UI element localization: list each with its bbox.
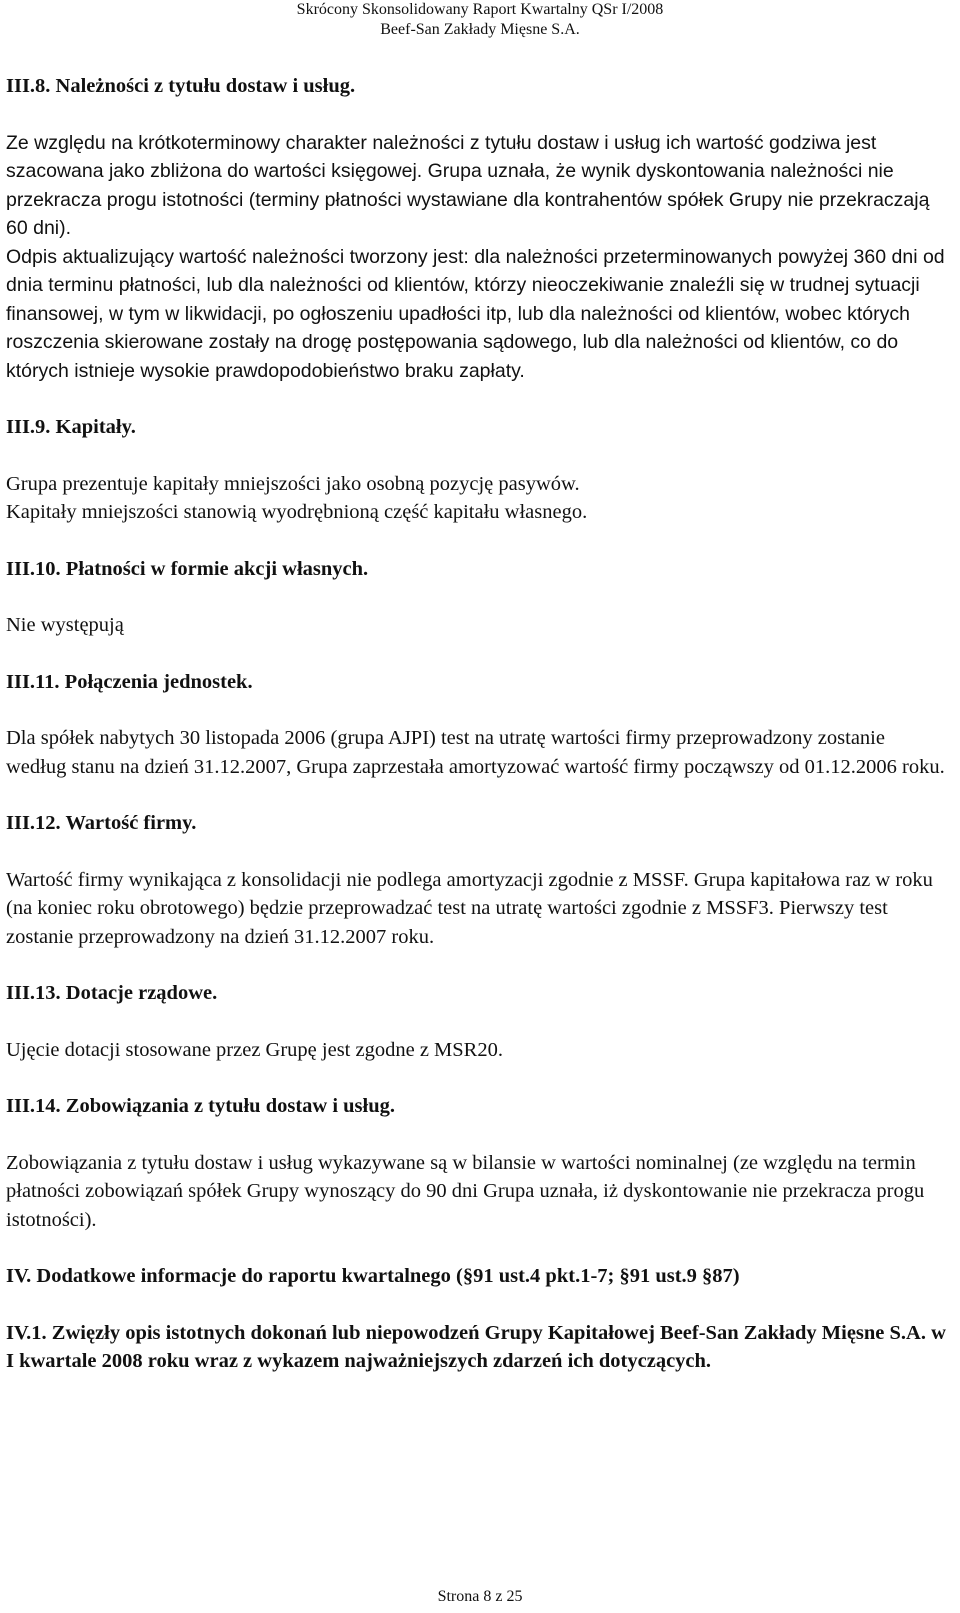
heading-iii-11: III.11. Połączenia jednostek. [6,670,253,693]
paragraph-iii-13: Ujęcie dotacji stosowane przez Grupę jest zgodne z MSR20. [6,1038,503,1061]
header-company-name: Beef-San Zakłady Mięsne S.A. [380,21,580,38]
heading-iii-9: III.9. Kapitały. [6,416,136,438]
page-number: Strona 8 z 25 [437,1588,523,1605]
heading-iv: IV. Dodatkowe informacje do raportu kwartalnego (§91 ust.4 pkt.1-7; §91 ust.9 §87) [6,1265,740,1287]
paragraph-iii-9-line2: Kapitały mniejszości stanowią wyodrębnioną część kapitału własnego. [6,501,588,523]
heading-iv-1: IV.1. Zwięzły opis istotnych dokonań lub niepowodzeń Grupy Kapitałowej Beef-San Zakłady Mięsne S.A. w I kwartale 2008 roku wraz z wykazem najważniejszych zdarzeń ich dotyczących. [6,1321,946,1372]
paragraph-iii-10: Nie występują [6,614,124,636]
document-body [6,72,946,1376]
paragraph-iii-8-fair-value: Ze względu na krótkoterminowy charakter należności z tytułu dostaw i usług ich wartość godziwa jest szacowana jako zbliżona do wartości księgowej. Grupa uznała, że wynik dyskontowania należności nie przekracza progu istotności (terminy płatności wystawiane dla kontrahentów spółek Grupy nie przekraczają 60 dni). [6,131,930,239]
paragraph-iii-11: Dla spółek nabytych 30 listopada 2006 (grupa AJPI) test na utratę wartości firmy przeprowadzony zostanie według stanu na dzień 31.12.2007, Grupa zaprzestała amortyzować wartość firmy począwszy od 01.12.2006 roku. [6,727,945,778]
paragraph-iii-12: Wartość firmy wynikająca z konsolidacji nie podlega amortyzacji zgodnie z MSSF. Grupa kapitałowa raz w roku (na koniec roku obrotowego) będzie przeprowadzać test na utratę wartości zgodnie z MSSF3. Pierwszy test zostanie przeprowadzony na dzień 31.12.2007 roku. [6,868,933,948]
heading-iii-12: III.12. Wartość firmy. [6,812,197,834]
heading-iii-10: III.10. Płatności w formie akcji własnych. [6,557,369,580]
paragraph-iii-9-line1: Grupa prezentuje kapitały mniejszości jako osobną pozycję pasywów. [6,472,580,495]
heading-iii-14: III.14. Zobowiązania z tytułu dostaw i usług. [6,1095,396,1117]
heading-iii-13: III.13. Dotacje rządowe. [6,982,218,1004]
header-report-title: Skrócony Skonsolidowany Raport Kwartalny QSr I/2008 [296,1,664,18]
paragraph-iii-14: Zobowiązania z tytułu dostaw i usług wykazywane są w bilansie w wartości nominalnej (ze względu na termin płatności zobowiązań spółek Grupy wynoszący do 90 dni Grupa uznała, iż dyskontowanie nie przekracza progu istotności). [6,1151,925,1231]
heading-iii-8: III.8. Należności z tytułu dostaw i usług. [6,75,356,97]
page-header [0,0,960,40]
paragraph-iii-8-write-off: Odpis aktualizujący wartość należności tworzony jest: dla należności przeterminowanych powyżej 360 dni od dnia terminu płatności, lub dla należności od klientów, którzy nieoczekiwanie znaleźli się w trudnej sytuacji finansowej, w tym w likwidacji, po ogłoszeniu upadłości itp, lub dla należności od klientów, wobec których roszczenia skierowane zostały na drogę postępowania sądowego, lub dla należności od klientów, co do których istnieje wysokie prawdopodobieństwo braku zapłaty. [6,245,945,382]
